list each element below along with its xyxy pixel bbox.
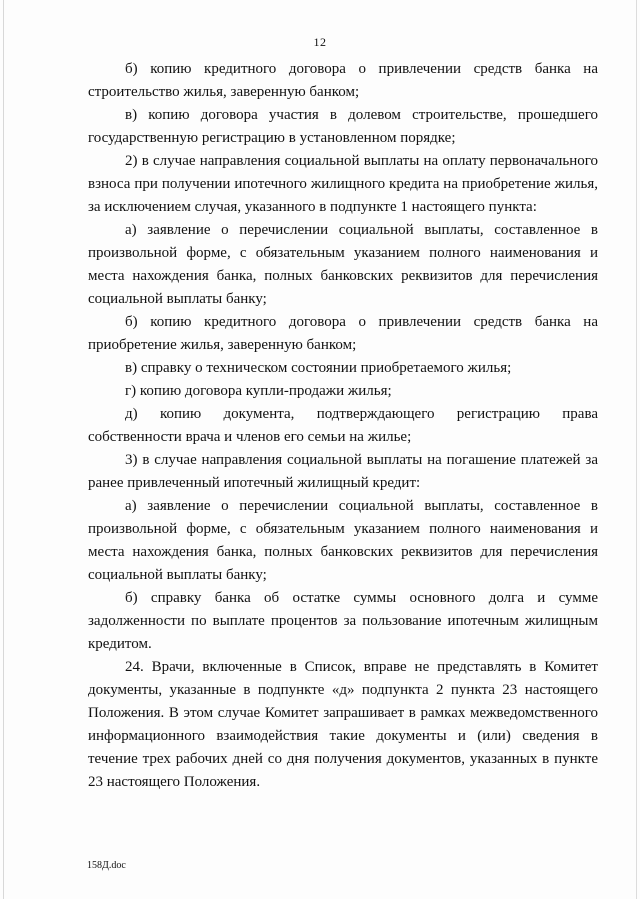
paragraph: а) заявление о перечислении социальной выплаты, составленное в произвольной форме, с обязательным указанием полного наименования и места нахождения банка, полных банковских реквизитов для перечисления социальной выплаты банку; — [88, 498, 598, 583]
paragraph: в) справку о техническом состоянии приобретаемого жилья; — [125, 360, 512, 376]
scan-edge-left — [3, 0, 4, 899]
document-body — [88, 58, 598, 794]
paragraph: 2) в случае направления социальной выплаты на оплату первоначального взноса при получении ипотечного жилищного кредита на приобретение жилья, за исключением случая, указанного в подпункте 1 настоящего пункта: — [88, 153, 598, 215]
paragraph: 24. Врачи, включенные в Список, вправе не представлять в Комитет документы, указанные в подпункте «д» подпункта 2 пункта 23 настоящего Положения. В этом случае Комитет запрашивает в рамках межведомственного информационного взаимодействия такие документы и (или) сведения в течение трех рабочих дней со дня получения документов, указанных в пункте 23 настоящего Положения. — [88, 659, 598, 790]
scan-edge-right — [636, 0, 637, 899]
paragraph: б) копию кредитного договора о привлечении средств банка на строительство жилья, заверенную банком; — [88, 61, 598, 100]
paragraph: в) копию договора участия в долевом строительстве, прошедшего государственную регистрацию в установленном порядке; — [88, 107, 598, 146]
footer-filename: 158Д.doc — [87, 860, 126, 871]
paragraph: г) копию договора купли-продажи жилья; — [125, 383, 392, 399]
paragraph: д) копию документа, подтверждающего регистрацию права собственности врача и членов его семьи на жилье; — [88, 406, 598, 445]
paragraph: б) справку банка об остатке суммы основного долга и сумме задолженности по выплате процентов за пользование ипотечным жилищным кредитом. — [88, 590, 598, 652]
page-number: 12 — [313, 35, 327, 49]
paragraph: а) заявление о перечислении социальной выплаты, составленное в произвольной форме, с обязательным указанием полного наименования и места нахождения банка, полных банковских реквизитов для перечисления социальной выплаты банку; — [88, 222, 598, 307]
paragraph: 3) в случае направления социальной выплаты на погашение платежей за ранее привлеченный ипотечный жилищный кредит: — [88, 452, 598, 491]
paragraph: б) копию кредитного договора о привлечении средств банка на приобретение жилья, заверенную банком; — [88, 314, 598, 353]
